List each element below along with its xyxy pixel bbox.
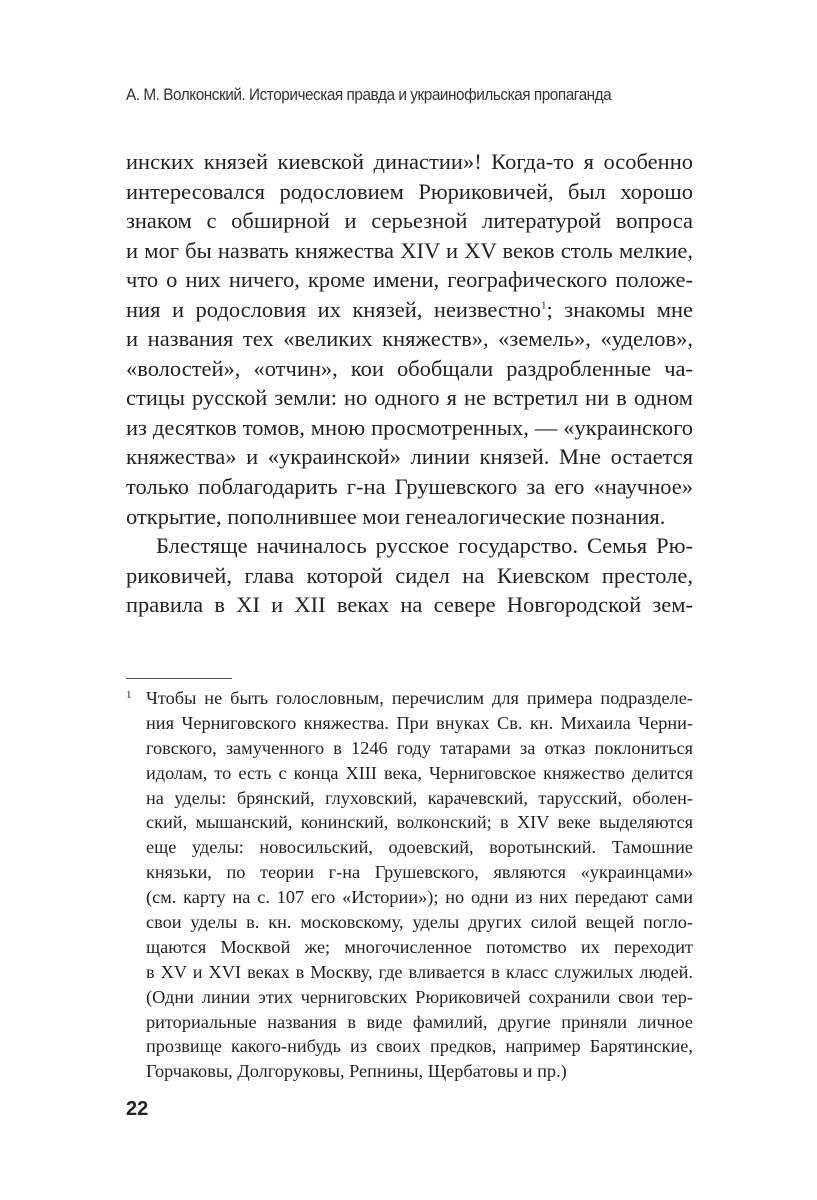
footnote-line: свои уделы в. кн. московскому, уделы других силой вещей погло- xyxy=(146,912,693,933)
footnote-line: (Одни линии этих черниговских Рюриковичей сохранили свои тер- xyxy=(146,986,693,1007)
footnote-line: щаются Москвой же; многочисленное потомство их переходит xyxy=(146,936,693,957)
text-line: только поблагодарить г-на Грушевского за его «научное» xyxy=(126,474,693,500)
page-number: 22 xyxy=(126,1098,149,1120)
footnote-line: говского, замученного в 1246 году татарами за отказ поклониться xyxy=(146,737,693,758)
footnote-line: ния Черниговского княжества. При внуках Св. кн. Михаила Черни- xyxy=(146,712,693,733)
footnote-line: риториальные названия в виде фамилий, другие приняли личное xyxy=(146,1011,693,1032)
footnote-reference[interactable]: 1 xyxy=(541,299,547,312)
text-line: и мог бы назвать княжества XIV и XV веков столь мелкие, xyxy=(126,237,693,263)
footnote-line: прозвище какого-нибудь из своих предков, например Барятинские, xyxy=(146,1036,693,1057)
text-line: «волостей», «отчин», кои обобщали раздробленные ча- xyxy=(126,355,693,381)
footnote-line: ский, мышанский, конинский, волконский; в XIV веке выделяются xyxy=(146,812,693,833)
text-line: риковичей, глава которой сидел на Киевском престоле, xyxy=(126,562,693,588)
footnote-line: на уделы: брянский, глуховский, карачевский, тарусский, оболен- xyxy=(146,787,693,808)
text-line: из десятков томов, мною просмотренных, — «украинского xyxy=(126,414,693,440)
running-header: А. М. Волконский. Историческая правда и украинофильская пропаганда xyxy=(126,86,612,104)
footnote-line: Чтобы не быть голословным, перечислим для примера подразделе- xyxy=(146,688,693,708)
footnote-marker: 1 xyxy=(126,689,132,701)
footnote-line: (см. карту на с. 107 его «Истории»); но одни из них передают сами xyxy=(146,887,693,908)
text-line: открытие, пополнившее мои генеалогические познания. xyxy=(126,503,666,529)
text-line: правила в XI и XII веках на севере Новгородской зем- xyxy=(126,592,693,618)
text-segment: ния и родословия их князей, неизвестно xyxy=(126,296,542,322)
footnote xyxy=(126,686,693,1084)
text-line: что о них ничего, кроме имени, географического положе- xyxy=(126,267,693,293)
text-line: Блестяще начиналось русское государство. Семья Рю- xyxy=(156,533,693,559)
text-line: знаком с обширной и серьезной литературой вопроса xyxy=(126,208,693,234)
text-line: княжества» и «украинской» линии князей. Мне остается xyxy=(126,444,693,470)
footnote-line: в XV и XVI веках в Москву, где вливается в класс служилых людей. xyxy=(146,961,693,982)
footnote-line: еще уделы: новосильский, одоевский, воротынский. Тамошние xyxy=(146,837,693,858)
footnote-line: идолам, то есть с конца XIII века, Черниговское княжество делится xyxy=(146,762,693,783)
text-line: интересовался родословием Рюриковичей, был хорошо xyxy=(126,178,693,204)
footnote-line: князьки, по теории г-на Грушевского, являются «украинцами» xyxy=(146,862,693,883)
text-line: стицы русской земли: но одного я не встретил ни в одном xyxy=(126,385,693,411)
text-line: и названия тех «великих княжеств», «земель», «уделов», xyxy=(126,326,693,352)
main-text xyxy=(126,147,693,620)
text-segment: ; знакомы мне xyxy=(546,296,693,322)
text-line: инских князей киевской династии»! Когда-то я особенно xyxy=(126,149,693,174)
footnote-separator xyxy=(126,678,232,679)
text-line xyxy=(126,295,693,325)
footnote-line: Горчаковы, Долгоруковы, Репнины, Щербатовы и пр.) xyxy=(146,1061,567,1082)
